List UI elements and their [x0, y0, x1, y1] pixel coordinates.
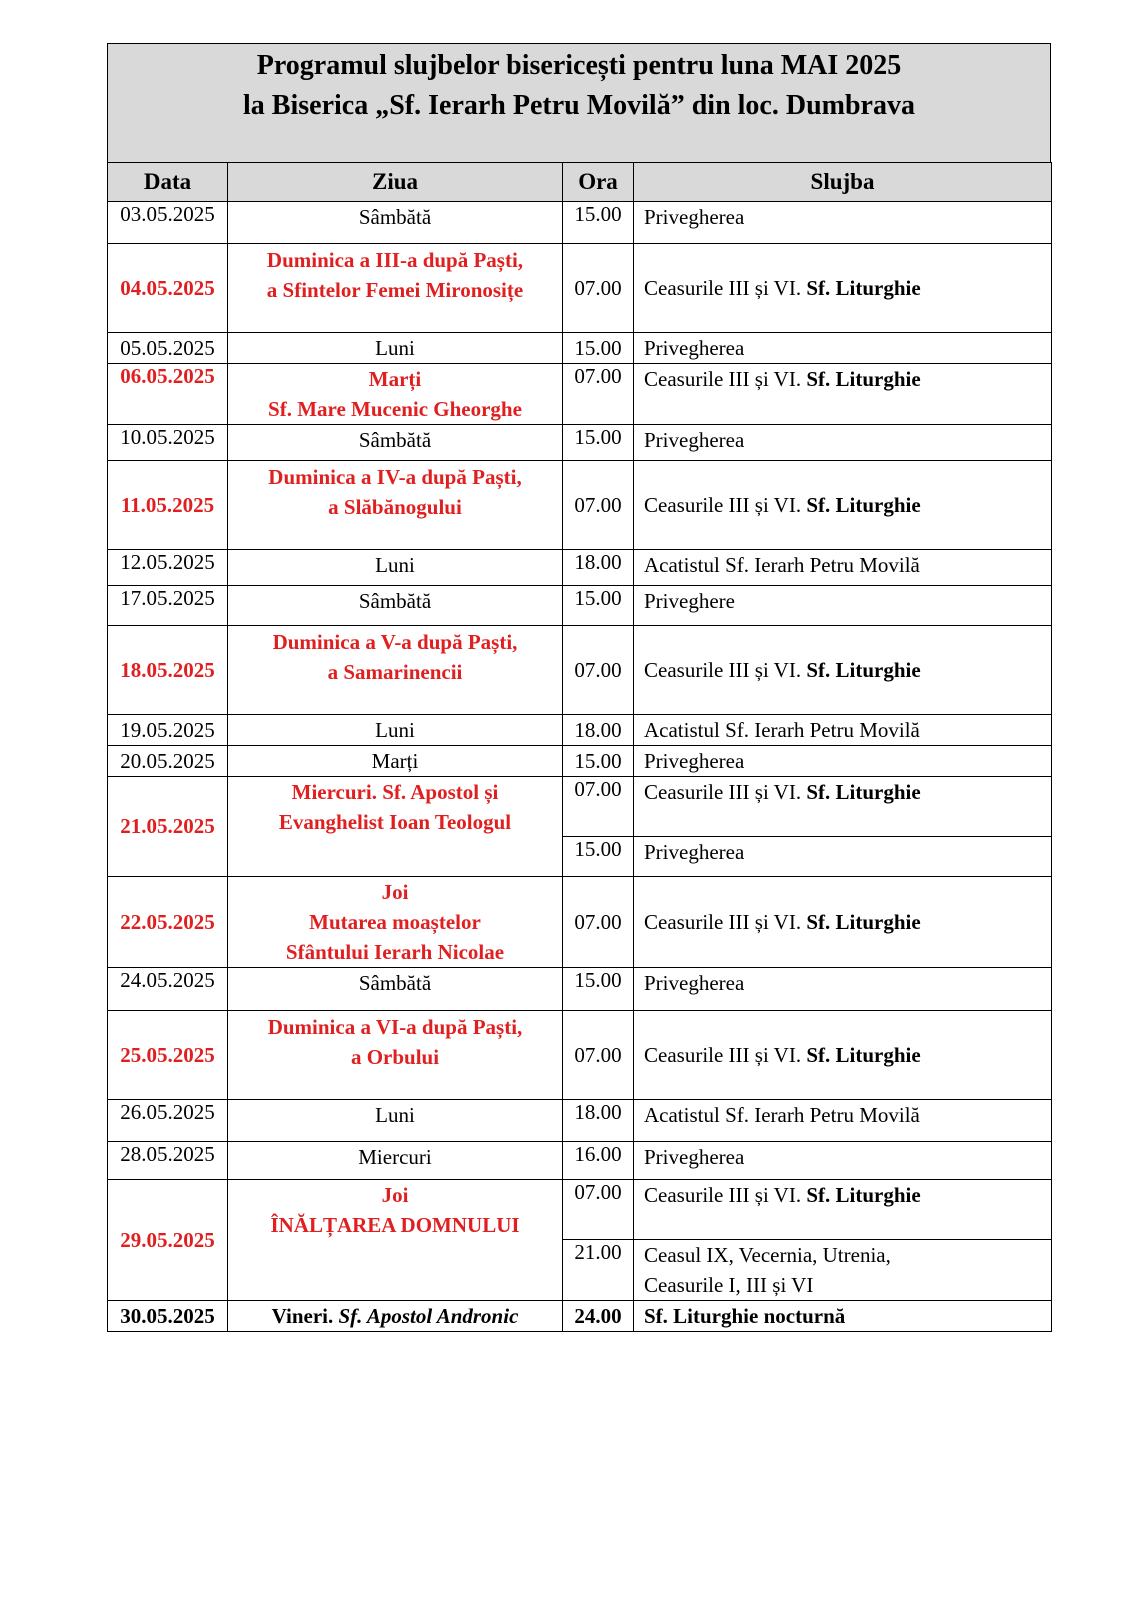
row-date: 29.05.2025 [108, 1180, 228, 1301]
table-row [108, 364, 1052, 425]
table-header-row [108, 163, 1052, 202]
row-service [634, 364, 1052, 425]
table-row [108, 1100, 1052, 1142]
row-time: 15.00 [563, 333, 634, 364]
table-row [108, 244, 1052, 333]
row-date: 17.05.2025 [108, 586, 228, 626]
table-row [108, 777, 1052, 837]
row-date: 10.05.2025 [108, 425, 228, 461]
header-ziua: Ziua [228, 163, 563, 202]
schedule-document [107, 43, 1051, 1332]
table-row [108, 715, 1052, 746]
row-service: Acatistul Sf. Ierarh Petru Movilă [634, 715, 1052, 746]
row-date: 11.05.2025 [108, 461, 228, 550]
title-box [107, 43, 1051, 163]
row-time: 15.00 [563, 586, 634, 626]
row-time: 07.00 [563, 777, 634, 837]
service-liturgy: Sf. Liturghie [806, 276, 921, 300]
row-time: 07.00 [563, 877, 634, 968]
row-time: 07.00 [563, 461, 634, 550]
row-time: 15.00 [563, 425, 634, 461]
row-time: 15.00 [563, 837, 634, 877]
row-service: Privegherea [634, 837, 1052, 877]
table-row [108, 425, 1052, 461]
row-time: 15.00 [563, 968, 634, 1011]
service-liturgy: Sf. Liturghie [806, 367, 921, 391]
row-day-line: Sfântului Ierarh Nicolae [285, 940, 505, 964]
service-liturgy: Sf. Liturghie [806, 910, 921, 934]
row-day [228, 626, 563, 715]
row-service: Priveghere [634, 586, 1052, 626]
row-day: Marți [228, 746, 563, 777]
row-day-line: a Orbului [350, 1045, 440, 1069]
row-time: 15.00 [563, 202, 634, 244]
header-slujba: Slujba [634, 163, 1052, 202]
row-service: Acatistul Sf. Ierarh Petru Movilă [634, 1100, 1052, 1142]
header-ora: Ora [563, 163, 634, 202]
row-day-line: a Sfintelor Femei Mironosițe [266, 278, 524, 302]
row-day [228, 1180, 563, 1301]
table-row [108, 550, 1052, 586]
row-time: 21.00 [563, 1240, 634, 1301]
row-date: 04.05.2025 [108, 244, 228, 333]
row-day-line: Evanghelist Ioan Teologul [278, 810, 512, 834]
row-day-weekday: Vineri. [271, 1304, 334, 1328]
row-day [228, 364, 563, 425]
service-liturgy: Sf. Liturghie [806, 658, 921, 682]
row-service [634, 1180, 1052, 1240]
row-time: 16.00 [563, 1142, 634, 1180]
row-service [634, 461, 1052, 550]
row-day-line: Miercuri. Sf. Apostol și [291, 780, 499, 804]
row-date: 30.05.2025 [108, 1301, 228, 1332]
row-date: 06.05.2025 [108, 364, 228, 425]
row-service: Privegherea [634, 968, 1052, 1011]
row-time: 07.00 [563, 244, 634, 333]
row-day-line: ÎNĂLȚAREA DOMNULUI [270, 1213, 520, 1237]
row-day-line: a Samarinencii [327, 660, 463, 684]
row-service [634, 1011, 1052, 1100]
table-row [108, 1142, 1052, 1180]
row-day [228, 777, 563, 877]
row-date: 21.05.2025 [108, 777, 228, 877]
row-day: Luni [228, 1100, 563, 1142]
row-date: 18.05.2025 [108, 626, 228, 715]
row-service [634, 244, 1052, 333]
row-time: 18.00 [563, 550, 634, 586]
row-day-line: Mutarea moaștelor [309, 910, 481, 934]
row-day: Sâmbătă [228, 968, 563, 1011]
row-time: 07.00 [563, 1180, 634, 1240]
service-liturgy: Sf. Liturghie [806, 1183, 921, 1207]
row-day: Sâmbătă [228, 425, 563, 461]
table-row [108, 877, 1052, 968]
title-line-1: Programul slujbelor bisericești pentru luna MAI 2025 [256, 50, 902, 81]
row-day-line: Marți [368, 367, 422, 391]
table-row [108, 202, 1052, 244]
row-service: Acatistul Sf. Ierarh Petru Movilă [634, 550, 1052, 586]
table-row [108, 333, 1052, 364]
row-day-line: Joi [381, 880, 409, 904]
row-day-line: Sf. Mare Mucenic Gheorghe [268, 397, 522, 421]
row-date: 19.05.2025 [108, 715, 228, 746]
row-day-line: Joi [381, 1183, 409, 1207]
row-service: Privegherea [634, 425, 1052, 461]
service-hours: Ceasurile III și VI. [644, 780, 802, 804]
row-service: Privegherea [634, 746, 1052, 777]
header-data: Data [108, 163, 228, 202]
row-day: Sâmbătă [228, 202, 563, 244]
row-day-line: Duminica a IV-a după Paști, [268, 465, 522, 489]
table-row [108, 586, 1052, 626]
row-time: 24.00 [563, 1301, 634, 1332]
row-day-line: Duminica a V-a după Paști, [272, 630, 518, 654]
table-row [108, 968, 1052, 1011]
row-date: 26.05.2025 [108, 1100, 228, 1142]
row-service: Privegherea [634, 202, 1052, 244]
service-hours: Ceasurile III și VI. [644, 493, 802, 517]
table-row [108, 746, 1052, 777]
row-day: Luni [228, 715, 563, 746]
row-date: 22.05.2025 [108, 877, 228, 968]
row-day: Luni [228, 333, 563, 364]
row-day: Miercuri [228, 1142, 563, 1180]
row-date: 12.05.2025 [108, 550, 228, 586]
row-date: 05.05.2025 [108, 333, 228, 364]
row-day [228, 244, 563, 333]
row-day [228, 877, 563, 968]
table-row [108, 1011, 1052, 1100]
row-service: Privegherea [634, 333, 1052, 364]
service-hours: Ceasurile III și VI. [644, 276, 802, 300]
service-hours: Ceasurile III și VI. [644, 1183, 802, 1207]
row-day [228, 461, 563, 550]
row-time: 18.00 [563, 715, 634, 746]
row-service-line: Ceasurile I, III și VI [644, 1273, 814, 1297]
table-row [108, 461, 1052, 550]
row-date: 03.05.2025 [108, 202, 228, 244]
row-service [634, 777, 1052, 837]
row-time: 07.00 [563, 1011, 634, 1100]
row-day [228, 1301, 563, 1332]
row-day-line: a Slăbănogului [328, 495, 462, 519]
row-service [634, 626, 1052, 715]
service-hours: Ceasurile III și VI. [644, 658, 802, 682]
row-day-line: Duminica a VI-a după Paști, [267, 1015, 523, 1039]
table-row [108, 1301, 1052, 1332]
row-day-saint: Sf. Apostol Andronic [338, 1304, 519, 1328]
row-service: Sf. Liturghie nocturnă [634, 1301, 1052, 1332]
service-liturgy: Sf. Liturghie [806, 780, 921, 804]
service-liturgy: Sf. Liturghie [806, 1043, 921, 1067]
row-date: 24.05.2025 [108, 968, 228, 1011]
schedule-table [107, 162, 1052, 1332]
row-day [228, 1011, 563, 1100]
row-date: 28.05.2025 [108, 1142, 228, 1180]
table-row [108, 1180, 1052, 1240]
row-time: 07.00 [563, 626, 634, 715]
service-liturgy: Sf. Liturghie [806, 493, 921, 517]
service-hours: Ceasurile III și VI. [644, 910, 802, 934]
service-hours: Ceasurile III și VI. [644, 1043, 802, 1067]
row-day-line: Duminica a III-a după Paști, [266, 248, 524, 272]
table-row [108, 626, 1052, 715]
row-date: 25.05.2025 [108, 1011, 228, 1100]
row-date: 20.05.2025 [108, 746, 228, 777]
row-service-line: Ceasul IX, Vecernia, Utrenia, [644, 1243, 891, 1267]
service-hours: Ceasurile III și VI. [644, 367, 802, 391]
row-day: Sâmbătă [228, 586, 563, 626]
title-line-2: la Biserica „Sf. Ierarh Petru Movilă” din loc. Dumbrava [243, 90, 915, 121]
row-service [634, 877, 1052, 968]
row-service [634, 1240, 1052, 1301]
row-service: Privegherea [634, 1142, 1052, 1180]
row-time: 15.00 [563, 746, 634, 777]
row-day: Luni [228, 550, 563, 586]
row-time: 18.00 [563, 1100, 634, 1142]
row-time: 07.00 [563, 364, 634, 425]
